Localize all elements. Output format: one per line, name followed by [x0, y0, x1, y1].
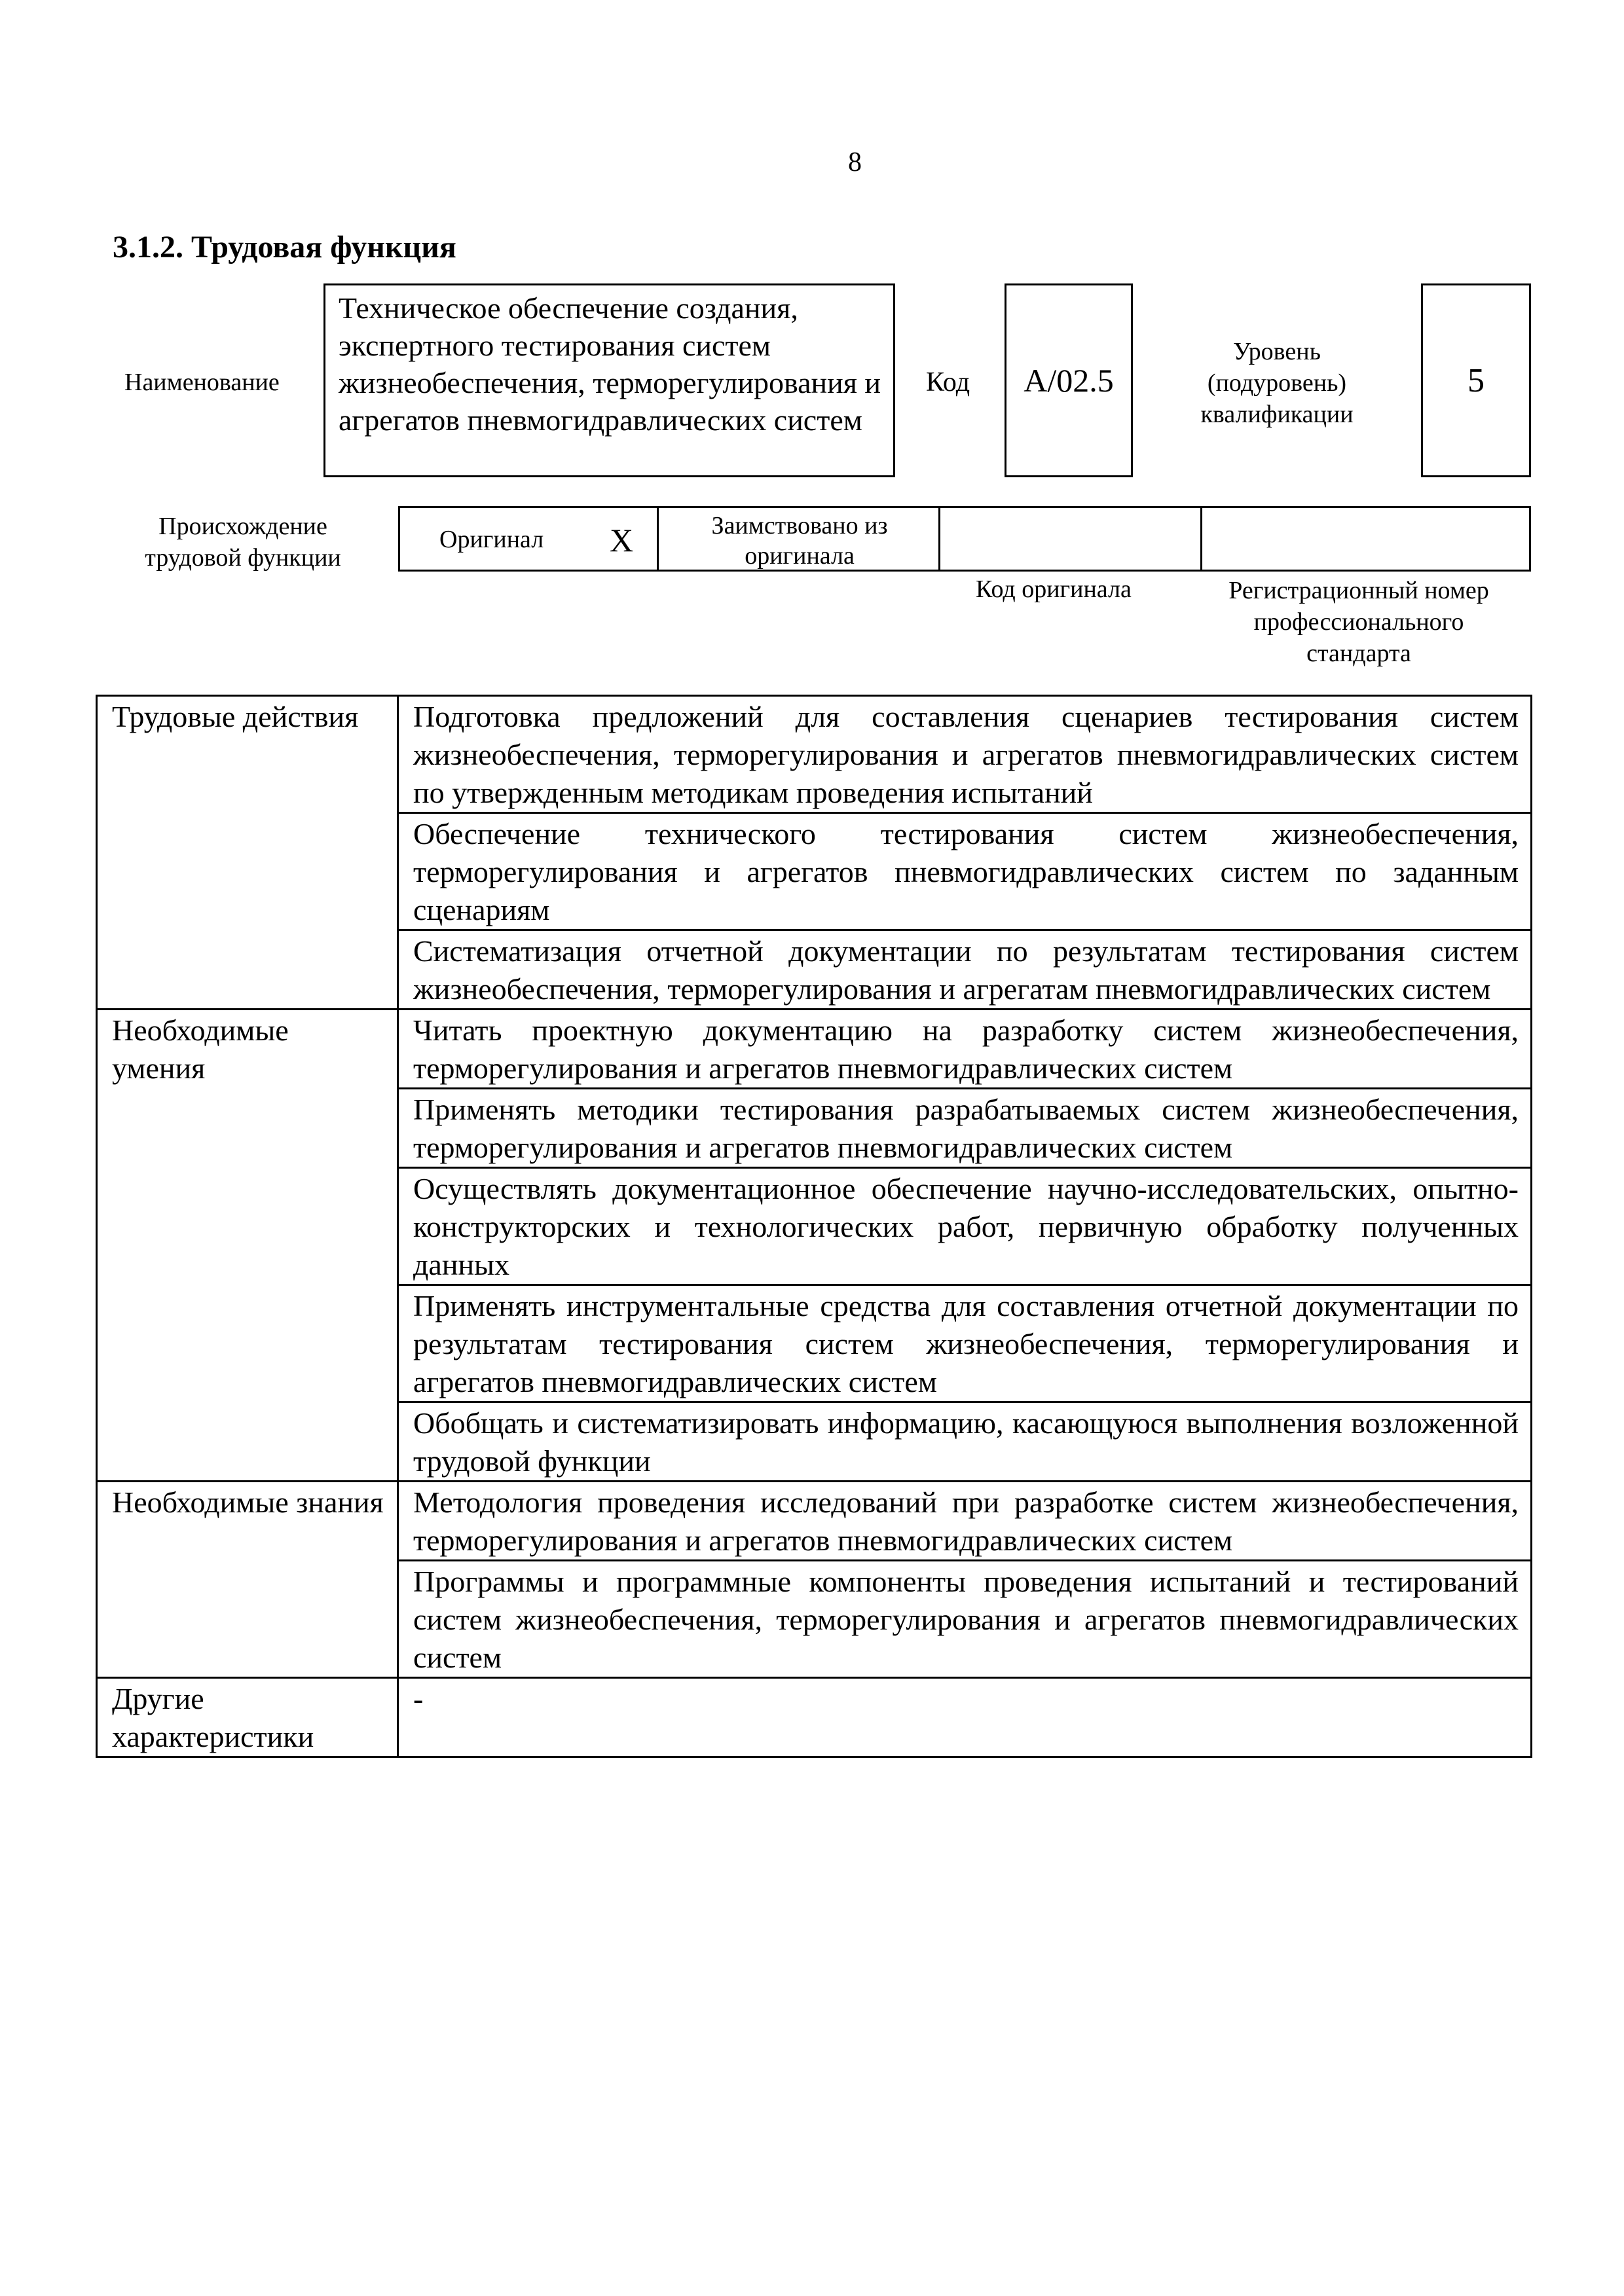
name-label: Наименование: [124, 369, 280, 396]
table-cell: Применять методики тестирования разрабатываемых систем жизнеобеспечения, терморегулирования и агрегатов пневмогидравлических систем: [398, 1089, 1532, 1168]
table-cell: -: [398, 1678, 1532, 1757]
registration-number-caption: Регистрационный номер профессионального стандарта: [1228, 577, 1489, 667]
table-row: [97, 1678, 1532, 1757]
borrowed-cell: [659, 508, 940, 570]
page-number: 8: [848, 147, 862, 177]
original-mark: X: [610, 522, 634, 558]
table-cell: Обеспечение технического тестирования систем жизнеобеспечения, терморегулирования и агрегатов пневмогидравлических систем по заданным сценариям: [398, 813, 1532, 930]
table-cell: Читать проектную документацию на разработку систем жизнеобеспечения, терморегулирования и агрегатов пневмогидравлических систем: [398, 1010, 1532, 1089]
function-code-box: [1005, 283, 1133, 477]
original-code-cell: [940, 508, 1202, 570]
code-label: Код: [926, 367, 970, 397]
table-cell: Программы и программные компоненты проведения испытаний и тестирований систем жизнеобеспечения, терморегулирования и агрегатов пневмогидравлических систем: [398, 1561, 1532, 1678]
origin-strip: [398, 506, 1531, 572]
function-details-table: [96, 695, 1532, 1758]
category-labor-actions: Трудовые действия: [97, 696, 398, 1010]
table-cell: Обобщать и систематизировать информацию, касающуюся выполнения возложенной трудовой функции: [398, 1402, 1532, 1482]
original-cell: [400, 508, 659, 570]
table-cell: Систематизация отчетной документации по результатам тестирования систем жизнеобеспечения, терморегулирования и агрегатам пневмогидравлических систем: [398, 930, 1532, 1010]
table-cell: Подготовка предложений для составления сценариев тестирования систем жизнеобеспечения, терморегулирования и агрегатов пневмогидравлических систем по утвержденным методикам проведения испытаний: [398, 696, 1532, 813]
borrowed-label: Заимствовано из оригинала: [711, 512, 888, 570]
qualification-level: 5: [1467, 361, 1485, 399]
table-row: [97, 696, 1532, 813]
level-label: Уровень (подуровень) квалификации: [1200, 338, 1354, 428]
qualification-level-box: [1421, 283, 1531, 477]
origin-label: Происхождение трудовой функции: [145, 513, 341, 572]
category-other-characteristics: Другие характеристики: [97, 1678, 398, 1757]
table-cell: Применять инструментальные средства для составления отчетной документации по результатам тестирования систем жизнеобеспечения, терморегулирования и агрегатов пневмогидравлических систем: [398, 1285, 1532, 1402]
function-name-box: Техническое обеспечение создания, экспертного тестирования систем жизнеобеспечения, терморегулирования и агрегатов пневмогидравлических систем: [323, 283, 895, 477]
category-skills: Необходимые умения: [97, 1010, 398, 1482]
category-knowledge: Необходимые знания: [97, 1482, 398, 1678]
table-cell: Осуществлять документационное обеспечение научно-исследовательских, опытно-конструкторских и технологических работ, первичную обработку полученных данных: [398, 1168, 1532, 1285]
table-row: [97, 1482, 1532, 1561]
original-code-caption: Код оригинала: [976, 575, 1132, 603]
function-code: A/02.5: [1024, 362, 1114, 399]
table-row: [97, 1010, 1532, 1089]
section-title: 3.1.2. Трудовая функция: [113, 230, 456, 264]
original-label: Оригинал: [439, 526, 544, 553]
table-cell: Методология проведения исследований при разработке систем жизнеобеспечения, терморегулирования и агрегатов пневмогидравлических систем: [398, 1482, 1532, 1561]
